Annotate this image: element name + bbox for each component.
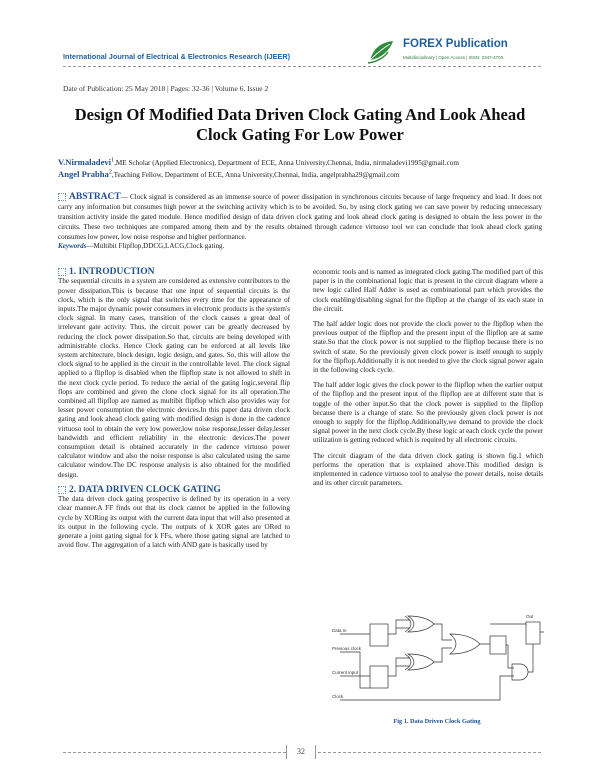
intro-paragraph: The sequential circuits in a system are considered as extensive contributors to the power dissipation.This is because that one input of sequential circuits is the clock, which is the only signal that switches every time for the appearance of inputs.The major dynamic power consumers in electronic products is the system's clock signal. In many cases, transition of the clock causes a great deal of irrelevant gate activity. Thus, the circuit power can be greatly decreased by reducing the clock power dissipation.So that, circuits are being developed with administrable clocks. Hence Clock gating can be enforced at all levels like system architecture, block design, logic design, and gates. So, this will allow the clock signal to be applied in the circuit in the controllable level. The clock signal applied to a flipflop is disabled when the flipflop state is not allowed to shift in the next clock cycle period. To reduce the aerial of the gating logic,several flip flops are combined and given the clone clock signal for its all operation.The combined all flipflop are named as multibit flipflop which also provides way for lesser power consumption the electronic devices.In this paper data driven clock gating and look ahead clock gating with modified design is done in the cadence virtuoso tool to obtain the very low power,low noise response,lesser delay,lesser bandwidth and efficient reliability in the electronic devices.The power consumption detail is obtained accurately in the cadence virtuoso power calculator window and also the noise response is also calculated using the same calculator window.The DC response analysis is also obtained for the modified design. <box>58 277 290 479</box>
abstract-label: ABSTRACT <box>69 192 121 202</box>
right-paragraph-2: The half adder logic does not provide the clock power to the flipflop when the previous output of the flipflop and the present input of the flipflop are at same state.So that the clock power is not supplied to the flipflop because there is no switch of state. So the previously given clock power is itself enough to supply for the flipflop.Additionally it is not needed to give the clock signal power again in the following clock cycle. <box>313 320 543 375</box>
abstract <box>58 193 542 243</box>
abstract-text: — Clock signal is considered as an immense source of power dissipation in synchronous circuits because of large frequency and load. It does not carry any information but consumes high power at the switching activity which is to be avoided. So, by using clock gating we can save power by reducing unnecessary transition activity inside the gated module. Hence modified design of data driven clock gating and look ahead clock gating is designed to obtain the less power in the circuits. These two techniques are compared among them and by the results obtained through cadence virtuoso tool we can conclude that look ahead clock gating consumes low power, low noise response and higher performance. <box>58 193 542 241</box>
section-marker-icon <box>58 193 66 201</box>
figure-label: Out <box>526 614 534 619</box>
journal-name: International Journal of Electrical & Electronics Research (IJEER) <box>63 52 291 61</box>
author-sup: 1 <box>111 157 115 164</box>
publisher-name: FOREX Publication <box>403 38 508 50</box>
left-column <box>58 268 290 556</box>
author-affiliation: ,ME Scholar (Applied Electronics), Department of ECE, Anna University,Chennai, India, nirmaladevi1995@gmail.com <box>114 159 459 167</box>
right-paragraph-3: The half adder logic gives the clock power to the flipflop when the earlier output of the flipflop and the present input of the flipflop are at different state that is toggle of the other input.So that the clock power is supplied to the flipflop because there is a change of state. So the previously given clock power is not enough to supply for the flipflop.Additionally,we demand to provide the clock signal power in the next clock cycle.By these logic at each clock cycle the power utilization is getting reduced which is required by all electronic circuits. <box>313 381 543 445</box>
author-name: Angel Prabha <box>58 169 109 179</box>
intro-heading: 1. INTRODUCTION <box>58 268 290 277</box>
author-affiliation: ,Teaching Fellow, Department of ECE, Anna University,Chennai, India, angelprabha29@gmail.com <box>111 171 400 179</box>
keywords-text: —Multibit Flipflop,DDCG,LACG,Clock gating. <box>86 242 225 250</box>
figure-caption: Fig 1. Data Driven Clock Gating <box>393 718 481 725</box>
page-number: 32 <box>286 745 316 759</box>
paper-title: Design Of Modified Data Driven Clock Gating And Look Ahead Clock Gating For Low Power <box>74 105 526 144</box>
figure-label: Clock <box>332 694 344 699</box>
right-column <box>313 268 543 494</box>
right-paragraph-4: The circuit diagram of the data driven clock gating is shown fig.1 which performs the operation that is explained above.This modified design is implemented in cadence virtuoso tool to analyse the power details, noise details and its other circuit parameters. <box>313 451 543 488</box>
right-paragraph-1: economic tools and is named as integrated clock gating.The modified part of this paper is in the combinational logic that is present in the circuit diagram where a new logic called Half Adder is used as combinational part which provides the clock enabling/disabling signal for the flipflop at the change of its each state in the circuit. <box>313 268 543 313</box>
section-marker-icon <box>58 486 66 494</box>
publisher-tagline: Multidisciplinary | Open Access | ISSN: 2347-470X <box>403 55 504 60</box>
ddcg-heading: 2. DATA DRIVEN CLOCK GATING <box>58 486 290 495</box>
circuit-diagram <box>330 604 544 716</box>
figure-label: Previous clock <box>332 646 362 651</box>
section-marker-icon <box>58 268 66 276</box>
ddcg-paragraph: The data driven clock gating prospective is defined by its operation in a very clear manner.A FF finds out that its clock cannot be applied in the following cycle by XORing its output with the current data input that will also presented at its output in the following cycle. The outputs of k XOR gates are ORed to generate a joint gating signal for k FFs, where those gating signal are latched to avoid flow. The aggregation of a latch with AND gate is basically used by <box>58 495 290 550</box>
author-sup: 2 <box>108 169 112 176</box>
author-1 <box>58 157 459 167</box>
figure-label: Current input <box>332 670 359 675</box>
publisher-logo-icon <box>366 36 396 66</box>
author-2 <box>58 169 399 179</box>
header-divider <box>63 66 541 67</box>
keywords-label: Keywords <box>58 242 87 250</box>
publication-info: Date of Publication: 25 May 2018 | Pages: 32-36 | Volume 6, Issue 2 <box>63 84 269 93</box>
keywords <box>58 242 224 250</box>
figure-label: Data In <box>332 628 347 633</box>
author-name: V.Nirmaladevi <box>58 157 112 167</box>
